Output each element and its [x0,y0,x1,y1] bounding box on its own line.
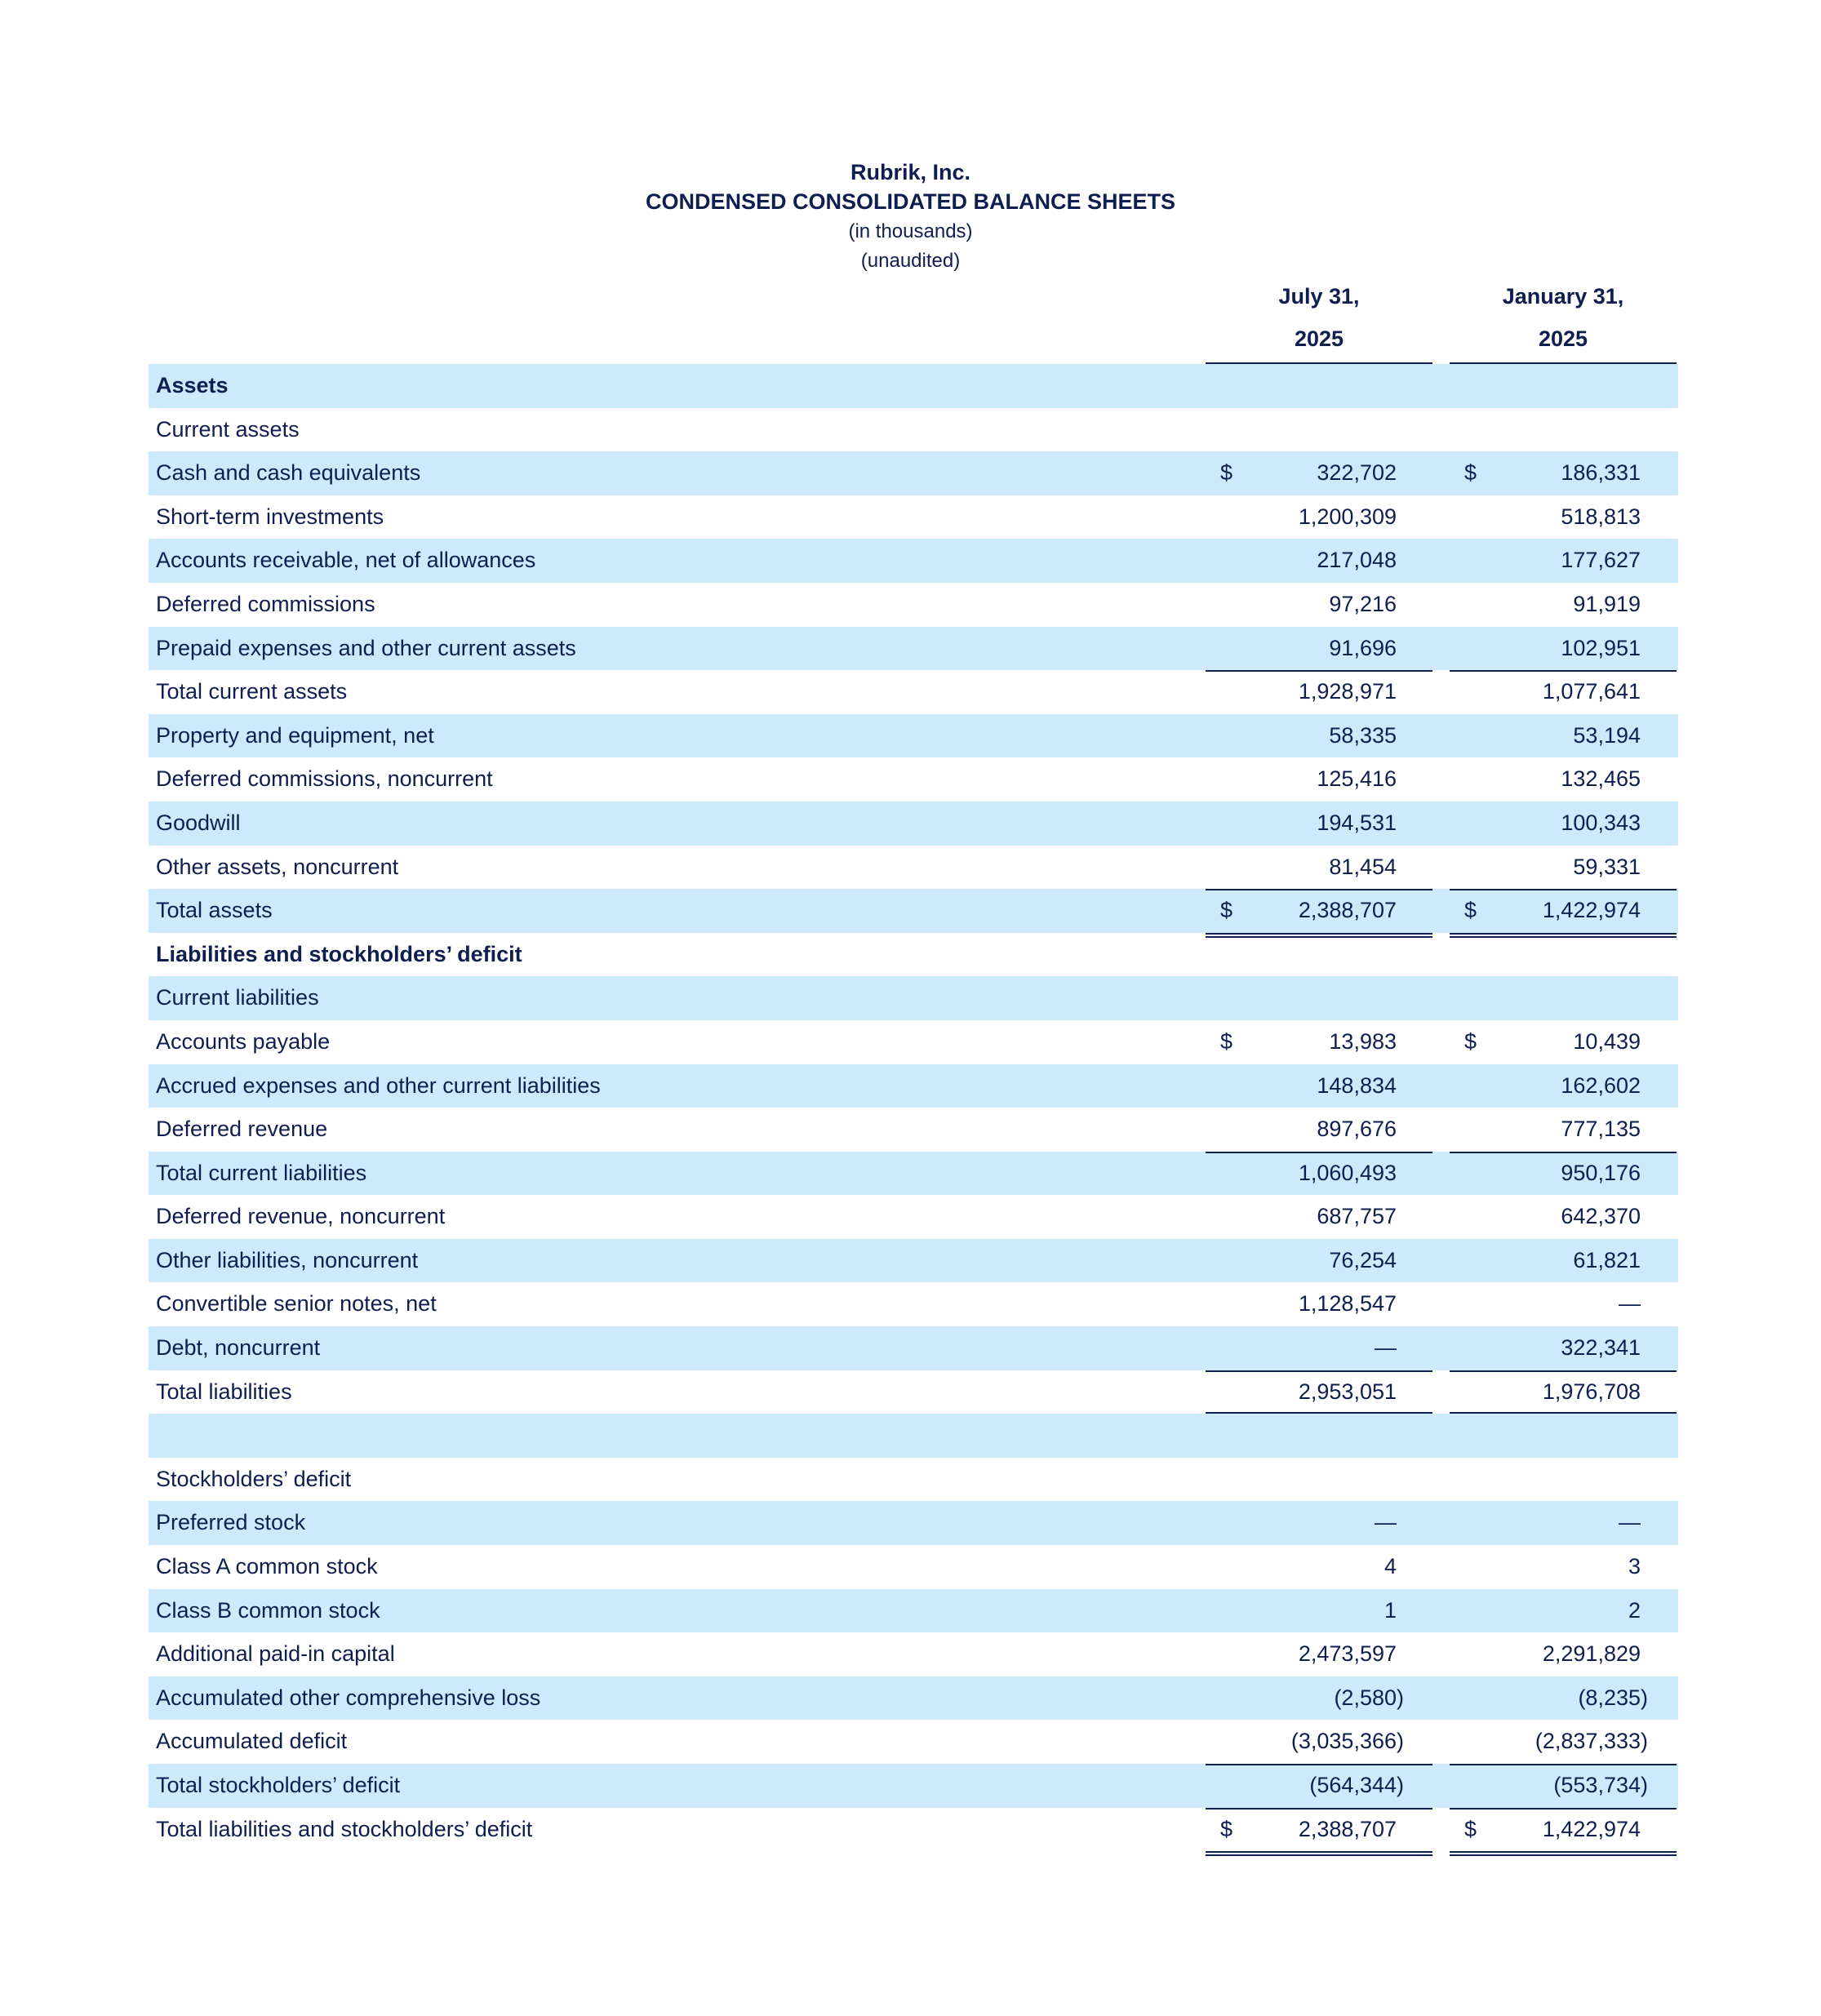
table-row [149,408,1678,452]
value-january-2025 [1450,364,1648,408]
value-july-2025: 322,702 [1317,460,1397,486]
value-january-2025: 10,439 [1573,1028,1641,1054]
column-header-july-date: July 31, [1278,284,1360,309]
table-row [149,1152,1678,1196]
value-july-2025 [1206,1414,1404,1458]
value-july-2025: 2,388,707 [1298,898,1397,923]
value-january-2025: 1,077,641 [1542,679,1641,704]
value-january-2025: 61,821 [1573,1247,1641,1272]
row-label: Convertible senior notes, net [156,1291,437,1317]
table-row [149,933,1678,977]
value-january-2025: 59,331 [1573,854,1641,879]
total-double-rule [1450,1851,1677,1856]
row-label: Preferred stock [156,1510,306,1535]
row-label: Total current assets [156,679,348,704]
value-january-2025: 2 [1628,1597,1641,1623]
value-january-2025 [1450,1414,1648,1458]
total-double-rule [1206,1851,1432,1856]
value-july-2025: (2,580) [1334,1685,1404,1710]
subtotal-rule [1450,1152,1677,1153]
value-january-2025: 322,341 [1561,1335,1641,1361]
table-row [149,451,1678,495]
value-july-2025 [1206,1458,1404,1502]
row-label: Total stockholders’ deficit [156,1773,401,1797]
value-july-2025: 148,834 [1317,1072,1397,1098]
value-july-2025: — [1375,1335,1397,1361]
row-label: Deferred revenue [156,1117,328,1142]
table-row [149,627,1678,671]
table-row [149,583,1678,627]
row-label: Class A common stock [156,1554,378,1579]
row-label: Total assets [156,898,273,923]
value-january-2025: 642,370 [1561,1204,1641,1229]
row-label: Cash and cash equivalents [156,460,421,486]
row-label: Deferred revenue, noncurrent [156,1204,446,1229]
subtotal-rule [1206,1370,1432,1372]
value-january-2025: — [1619,1510,1641,1535]
table-row [149,1370,1678,1414]
company-name: Rubrik, Inc. [850,160,971,184]
value-july-2025 [1206,408,1404,452]
audit-note: (unaudited) [860,250,961,272]
value-january-2025: 91,919 [1573,591,1641,616]
value-january-2025: (8,235) [1578,1685,1648,1710]
value-january-2025: 1,422,974 [1542,898,1641,923]
value-january-2025: 132,465 [1561,766,1641,792]
table-row [149,889,1678,933]
value-january-2025: 177,627 [1561,548,1641,573]
value-july-2025 [1206,933,1404,977]
value-january-2025: 1,422,974 [1542,1816,1641,1841]
value-july-2025: 1,200,309 [1298,504,1397,529]
currency-symbol: $ [1220,898,1233,923]
value-july-2025: 97,216 [1329,591,1397,616]
value-july-2025: 1 [1384,1597,1397,1623]
row-label: Other liabilities, noncurrent [156,1247,419,1272]
value-january-2025: 2,291,829 [1542,1641,1641,1667]
subtotal-rule [1206,670,1432,672]
value-july-2025: (564,344) [1309,1773,1404,1797]
value-july-2025: 1,928,971 [1298,679,1397,704]
subtotal-rule [1206,889,1432,890]
table-row [149,364,1678,408]
value-july-2025: 125,416 [1317,766,1397,792]
value-july-2025: 217,048 [1317,548,1397,573]
table-row [149,670,1678,714]
subtotal-rule [1206,1808,1432,1810]
value-july-2025: 194,531 [1317,810,1397,835]
value-january-2025: (553,734) [1553,1773,1648,1797]
table-row [149,1545,1678,1589]
row-label: Accumulated other comprehensive loss [156,1685,541,1710]
value-july-2025 [1206,364,1404,408]
value-january-2025: 162,602 [1561,1072,1641,1098]
value-july-2025: 4 [1384,1554,1397,1579]
subtotal-rule [1450,1370,1677,1372]
table-row [149,976,1678,1020]
table-row [149,802,1678,846]
row-label: Goodwill [156,810,241,835]
value-july-2025: 2,473,597 [1298,1641,1397,1667]
currency-symbol: $ [1220,1028,1233,1054]
value-july-2025 [1206,976,1404,1020]
value-january-2025: 777,135 [1561,1117,1641,1142]
row-label: Other assets, noncurrent [156,854,399,879]
row-label: Additional paid-in capital [156,1641,395,1667]
row-label: Accounts receivable, net of allowances [156,548,536,573]
currency-symbol: $ [1464,1028,1477,1054]
table-row [149,1720,1678,1764]
table-row [149,1326,1678,1370]
currency-symbol: $ [1220,1816,1233,1841]
value-july-2025: 897,676 [1317,1117,1397,1142]
value-july-2025: 2,953,051 [1298,1379,1397,1404]
table-row [149,1282,1678,1326]
row-label: Current assets [156,416,300,442]
table-row [149,1501,1678,1545]
balance-sheet-table [149,364,1678,1851]
value-july-2025: 58,335 [1329,722,1397,748]
table-row [149,1676,1678,1721]
currency-symbol: $ [1220,460,1233,486]
value-january-2025: — [1619,1291,1641,1317]
row-label: Prepaid expenses and other current assets [156,635,576,660]
table-row [149,1764,1678,1808]
value-january-2025 [1450,408,1648,452]
row-label: Deferred commissions [156,591,375,616]
subtotal-rule [1450,889,1677,890]
row-label: Class B common stock [156,1597,380,1623]
table-row [149,1020,1678,1064]
value-july-2025: 76,254 [1329,1247,1397,1272]
table-row [149,1458,1678,1502]
currency-symbol: $ [1464,898,1477,923]
value-january-2025: 518,813 [1561,504,1641,529]
value-july-2025: 13,983 [1329,1028,1397,1054]
row-label: Liabilities and stockholders’ deficit [156,941,522,966]
value-january-2025 [1450,976,1648,1020]
value-july-2025: (3,035,366) [1290,1729,1404,1754]
row-label: Assets [156,373,229,397]
table-row [149,1108,1678,1152]
subtotal-rule [1450,1764,1677,1765]
column-header-january-year: 2025 [1538,326,1588,351]
row-label: Short-term investments [156,504,384,529]
row-label: Accounts payable [156,1028,331,1054]
value-january-2025: 1,976,708 [1542,1379,1641,1404]
row-label: Total liabilities and stockholders’ deficit [156,1816,533,1841]
value-january-2025: 102,951 [1561,635,1641,660]
table-row [149,1414,1678,1458]
table-row [149,1195,1678,1239]
subtotal-rule [1450,1808,1677,1810]
table-row [149,714,1678,758]
value-january-2025 [1450,1458,1648,1502]
row-label: Accumulated deficit [156,1729,348,1754]
value-july-2025: 687,757 [1317,1204,1397,1229]
subtotal-rule [1450,670,1677,672]
value-july-2025: — [1375,1510,1397,1535]
value-january-2025 [1450,933,1648,977]
subtotal-rule [1206,1764,1432,1765]
value-july-2025: 81,454 [1329,854,1397,879]
value-january-2025: 950,176 [1561,1160,1641,1185]
row-label: Stockholders’ deficit [156,1466,352,1491]
column-header-january-date: January 31, [1502,284,1624,309]
value-january-2025: 100,343 [1561,810,1641,835]
value-july-2025: 1,060,493 [1298,1160,1397,1185]
subtotal-rule [1206,1152,1432,1153]
table-row [149,1632,1678,1676]
value-january-2025: (2,837,333) [1535,1729,1648,1754]
table-row [149,846,1678,890]
row-label: Property and equipment, net [156,722,434,748]
table-row [149,1064,1678,1108]
units-note: (in thousands) [848,220,973,242]
currency-symbol: $ [1464,1816,1477,1841]
table-row [149,1239,1678,1283]
table-row [149,539,1678,583]
row-label: Total liabilities [156,1379,292,1404]
column-header-july-year: 2025 [1294,326,1344,351]
currency-symbol: $ [1464,460,1477,486]
row-label: Current liabilities [156,985,319,1010]
row-label: Total current liabilities [156,1160,367,1185]
table-row [149,1808,1678,1852]
value-january-2025: 53,194 [1573,722,1641,748]
row-label: Deferred commissions, noncurrent [156,766,493,792]
value-july-2025: 2,388,707 [1298,1816,1397,1841]
table-row [149,1589,1678,1633]
row-label: Debt, noncurrent [156,1335,321,1361]
table-row [149,757,1678,802]
value-july-2025: 1,128,547 [1298,1291,1397,1317]
row-label: Accrued expenses and other current liabilities [156,1072,601,1098]
value-july-2025: 91,696 [1329,635,1397,660]
value-january-2025: 3 [1628,1554,1641,1579]
value-january-2025: 186,331 [1561,460,1641,486]
statement-title: CONDENSED CONSOLIDATED BALANCE SHEETS [645,189,1176,214]
table-row [149,495,1678,540]
